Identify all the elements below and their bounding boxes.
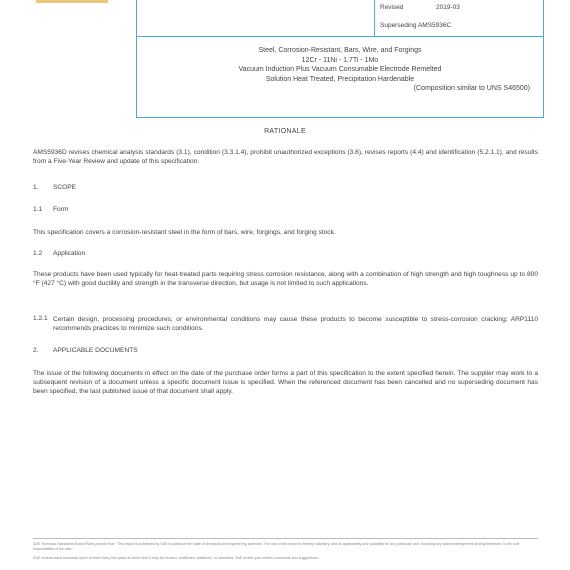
subsection-text: Certain design, processing procedures, or environmental conditions may cause these products to become susceptible to stress-corrosion cracking; ARP1110 recommends practices to minimize such conditions.	[53, 316, 538, 332]
title-line: 12Cr - 11Ni - 1.7Ti - 1Mo	[301, 56, 379, 64]
footer-notice: SAE Technical Standards Board Rules provide that: "This report is published by SAE to advance the state of technical and engineering sciences. The use of this report is entirely voluntary, and its applicability and suitability for any particular use, including any patent infringement arising therefrom, is the sole responsibility of the user."	[33, 542, 520, 551]
revised-date: 2019-03	[436, 4, 460, 11]
title-line: Solution Heat Treated, Precipitation Hardenable	[265, 75, 415, 83]
section-title: APPLICABLE DOCUMENTS	[53, 347, 138, 354]
rationale-text: AMS5936D revises chemical analysis standards (3.1), condition (3.3.1.4), prohibit unauthorized exceptions (3.6), revises reports (4.4) and identification (5.2.1.1), and results from a Five-Year Review and update of this specification.	[33, 149, 538, 165]
footer-divider	[33, 538, 538, 539]
subsection-number: 1.2.1	[33, 315, 48, 322]
header-divider	[136, 36, 544, 37]
section-heading-scope	[33, 184, 76, 191]
title-line: (Composition similar to UNS S46500)	[413, 85, 530, 92]
applicable-documents-text: The issue of the following documents in effect on the date of the purchase order forms a part of this specification to the extent specified herein. The supplier may work to a subsequent revision of a document unless a specific document issue is specified. When the referenced document has been cancelled and no superseding document has been specified, the last published issue of that document shall apply.	[33, 370, 538, 395]
section-number: 1.2	[33, 250, 43, 257]
title-line: Vacuum Induction Plus Vacuum Consumable Electrode Remelted	[238, 66, 442, 73]
sae-logo-strip	[36, 0, 108, 3]
footer-notice: SAE reviews each technical report at least every five years at which time it may be revised, reaffirmed, stabilized, or cancelled. SAE invites your written comments and suggestions.	[33, 556, 319, 560]
application-text: These products have been used typically for heat-treated parts requiring stress corrosion resistance, along with a combination of high strength and high toughness up to 800 °F (427 °C) with good ductility and strength in the transverse direction, but usage is not limited to such applications.	[33, 271, 538, 287]
revised-label: Revised	[380, 4, 404, 11]
header-divider	[374, 0, 375, 36]
section-title: Application	[53, 250, 86, 257]
section-title: Form	[53, 206, 69, 213]
section-number: 1.1	[33, 206, 43, 213]
section-title: SCOPE	[53, 184, 77, 191]
section-heading-application	[33, 250, 85, 257]
form-text: This specification covers a corrosion-resistant steel in the form of bars, wire, forgings, and forging stock.	[33, 229, 336, 236]
rationale-heading: RATIONALE	[264, 128, 306, 135]
superseding-label: Superseding AMS5936C	[380, 22, 452, 29]
section-heading-applicable-documents	[33, 347, 138, 354]
section-number: 2.	[33, 347, 39, 354]
title-line: Steel, Corrosion-Resistant, Bars, Wire, and Forgings	[258, 47, 422, 54]
section-heading-form	[33, 206, 68, 213]
section-number: 1.	[33, 184, 39, 191]
document-title	[140, 46, 540, 94]
